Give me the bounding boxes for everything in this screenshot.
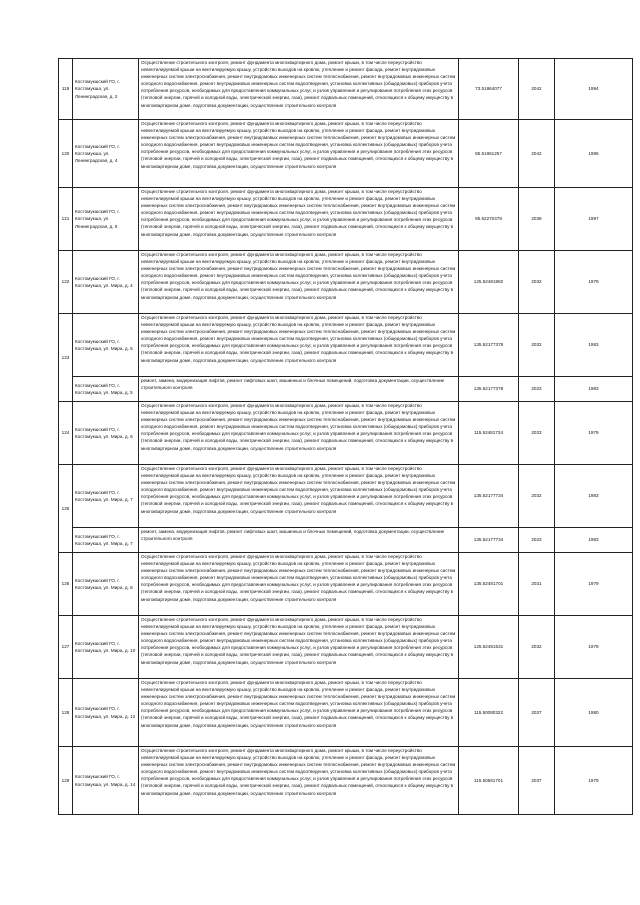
cost-cell: 135.52481701 [459, 553, 519, 616]
cost-cell: 85.51861257 [459, 120, 519, 188]
works-description-cell: ремонт, замена, модернизация лифтов, ремонт лифтовых шахт, машинных и блочных помещений, подготовка документации, осуществление строительного контроля [139, 528, 459, 553]
address-cell: Костомукшский ГО, г. Костомукша, ул. Мира, д. 14 [73, 747, 139, 815]
address-cell: Костомукшский ГО, г. Костомукша, ул. Мира, д. 7 [73, 465, 139, 528]
build-year-cell: 1997 [555, 188, 633, 251]
works-description-cell: ремонт, замена, модернизация лифтов, ремонт лифтовых шахт, машинных и блочных помещений, подготовка документации, осуществление строительного контроля [139, 377, 459, 402]
cost-cell: 135.52177734 [459, 528, 519, 553]
row-number-cell: 126 [59, 553, 73, 616]
planned-year-cell: 2031 [519, 553, 555, 616]
works-description-cell: Осуществление строительного контроля, ремонт фундамента многоквартирного дома, ремонт крыши, в том числе переустройство невентилируемой крыши на вентилируемую крышу, устройство выходов на кровлю, утепление и ремонт фасада, ремонт внутридомовых инженерных систем электроснабжения, ремонт внутридомовых инженерных систем теплоснабжения, ремонт внутридомовых инженерных систем холодного водоснабжения, ремонт внутридомовых инженерных систем водоотведения, установка коллективных (общедомовых) приборов учета потребления ресурсов, необходимых для предоставления коммунальных услуг, и узлов управления и регулирования потребления этих ресурсов (тепловой энергии, горячей и холодной воды, электрической энергии, газа), ремонт подвальных помещений, относящихся к общему имуществу в многоквартирном доме, подготовка документации, осуществление строительного контроля [139, 188, 459, 251]
row-number-cell: 121 [59, 188, 73, 251]
table-row [59, 59, 633, 120]
address-cell: Костомукшский ГО, г. Костомукша, ул. Мира, д. 4 [73, 251, 139, 314]
planned-year-cell: 2032 [519, 251, 555, 314]
table-body [59, 59, 633, 815]
works-description-cell: Осуществление строительного контроля, ремонт фундамента многоквартирного дома, ремонт крыши, в том числе переустройство невентилируемой крыши на вентилируемую крышу, устройство выходов на кровлю, утепление и ремонт фасада, ремонт внутридомовых инженерных систем электроснабжения, ремонт внутридомовых инженерных систем теплоснабжения, ремонт внутридомовых инженерных систем холодного водоснабжения, ремонт внутридомовых инженерных систем водоотведения, установка коллективных (общедомовых) приборов учета потребления ресурсов, необходимых для предоставления коммунальных услуг, и узлов управления и регулирования потребления этих ресурсов (тепловой энергии, горячей и холодной воды, электрической энергии, газа), ремонт подвальных помещений, относящихся к общему имуществу в многоквартирном доме, подготовка документации, осуществление строительного контроля [139, 120, 459, 188]
table-row [59, 679, 633, 747]
works-description-cell: Осуществление строительного контроля, ремонт фундамента многоквартирного дома, ремонт крыши, в том числе переустройство невентилируемой крыши на вентилируемую крышу, устройство выходов на кровлю, утепление и ремонт фасада, ремонт внутридомовых инженерных систем электроснабжения, ремонт внутридомовых инженерных систем теплоснабжения, ремонт внутридомовых инженерных систем холодного водоснабжения, ремонт внутридомовых инженерных систем водоотведения, установка коллективных (общедомовых) приборов учета потребления ресурсов, необходимых для предоставления коммунальных услуг, и узлов управления и регулирования потребления этих ресурсов (тепловой энергии, горячей и холодной воды, электрической энергии, газа), ремонт подвальных помещений, относящихся к общему имуществу в многоквартирном доме, подготовка документации, осуществление строительного контроля [139, 465, 459, 528]
cost-cell: 115.50581701 [459, 747, 519, 815]
planned-year-cell: 2032 [519, 314, 555, 377]
build-year-cell: 1983 [555, 528, 633, 553]
build-year-cell: 1983 [555, 314, 633, 377]
row-number-cell: 127 [59, 616, 73, 679]
build-year-cell: 1983 [555, 465, 633, 528]
table-row [59, 553, 633, 616]
cost-cell: 115.50080322 [459, 679, 519, 747]
address-cell: Костомукшский ГО, г. Костомукша, ул. Ленинградская, д. 6 [73, 188, 139, 251]
planned-year-cell: 2042 [519, 59, 555, 120]
table-row [59, 377, 633, 402]
cost-cell: 135.52177734 [459, 465, 519, 528]
works-description-cell: Осуществление строительного контроля, ремонт фундамента многоквартирного дома, ремонт крыши, в том числе переустройство невентилируемой крыши на вентилируемую крышу, устройство выходов на кровлю, утепление и ремонт фасада, ремонт внутридомовых инженерных систем электроснабжения, ремонт внутридомовых инженерных систем теплоснабжения, ремонт внутридомовых инженерных систем холодного водоснабжения, ремонт внутридомовых инженерных систем водоотведения, установка коллективных (общедомовых) приборов учета потребления ресурсов, необходимых для предоставления коммунальных услуг, и узлов управления и регулирования потребления этих ресурсов (тепловой энергии, горячей и холодной воды, электрической энергии, газа), ремонт подвальных помещений, относящихся к общему имуществу в многоквартирном доме, подготовка документации, осуществление строительного контроля [139, 616, 459, 679]
planned-year-cell: 2038 [519, 188, 555, 251]
cost-cell: 95.52270478 [459, 188, 519, 251]
row-number-cell: 125 [59, 465, 73, 553]
table-row [59, 747, 633, 815]
work-schedule-table [58, 58, 633, 815]
row-number-cell: 129 [59, 747, 73, 815]
row-number-cell: 122 [59, 251, 73, 314]
address-cell: Костомукшский ГО, г. Костомукша, ул. Мира, д. 6 [73, 402, 139, 465]
build-year-cell: 1983 [555, 377, 633, 402]
build-year-cell: 1979 [555, 251, 633, 314]
address-cell: Костомукшский ГО, г. Костомукша, ул. Мира, д. 10 [73, 616, 139, 679]
row-number-cell: 124 [59, 402, 73, 465]
table-row [59, 616, 633, 679]
address-cell: Костомукшский ГО, г. Костомукша, ул. Мира, д. 8 [73, 553, 139, 616]
planned-year-cell: 2037 [519, 747, 555, 815]
cost-cell: 135.52177378 [459, 314, 519, 377]
row-number-cell: 128 [59, 679, 73, 747]
cost-cell: 135.52177378 [459, 377, 519, 402]
planned-year-cell: 2032 [519, 616, 555, 679]
planned-year-cell: 2037 [519, 679, 555, 747]
build-year-cell: 1979 [555, 402, 633, 465]
cost-cell: 125.52481531 [459, 616, 519, 679]
build-year-cell: 1979 [555, 553, 633, 616]
table-row [59, 314, 633, 377]
planned-year-cell: 2023 [519, 528, 555, 553]
works-description-cell: Осуществление строительного контроля, ремонт фундамента многоквартирного дома, ремонт крыши, в том числе переустройство невентилируемой крыши на вентилируемую крышу, устройство выходов на кровлю, утепление и ремонт фасада, ремонт внутридомовых инженерных систем электроснабжения, ремонт внутридомовых инженерных систем теплоснабжения, ремонт внутридомовых инженерных систем холодного водоснабжения, ремонт внутридомовых инженерных систем водоотведения, установка коллективных (общедомовых) приборов учета потребления ресурсов, необходимых для предоставления коммунальных услуг, и узлов управления и регулирования потребления этих ресурсов (тепловой энергии, горячей и холодной воды, электрической энергии, газа), ремонт подвальных помещений, относящихся к общему имуществу в многоквартирном доме, подготовка документации, осуществление строительного контроля [139, 402, 459, 465]
address-cell: Костомукшский ГО, г. Костомукша, ул. Мира, д. 5 [73, 377, 139, 402]
table-row [59, 465, 633, 528]
cost-cell: 125.52481882 [459, 251, 519, 314]
address-cell: Костомукшский ГО, г. Костомукша, ул. Мира, д. 12 [73, 679, 139, 747]
works-description-cell: Осуществление строительного контроля, ремонт фундамента многоквартирного дома, ремонт крыши, в том числе переустройство невентилируемой крыши на вентилируемую крышу, устройство выходов на кровлю, утепление и ремонт фасада, ремонт внутридомовых инженерных систем электроснабжения, ремонт внутридомовых инженерных систем теплоснабжения, ремонт внутридомовых инженерных систем холодного водоснабжения, ремонт внутридомовых инженерных систем водоотведения, установка коллективных (общедомовых) приборов учета потребления ресурсов, необходимых для предоставления коммунальных услуг, и узлов управления и регулирования потребления этих ресурсов (тепловой энергии, горячей и холодной воды, электрической энергии, газа), ремонт подвальных помещений, относящихся к общему имуществу в многоквартирном доме, подготовка документации, осуществление строительного контроля [139, 314, 459, 377]
address-cell: Костомукшский ГО, г. Костомукша, ул. Мира, д. 5 [73, 314, 139, 377]
table-row [59, 188, 633, 251]
planned-year-cell: 2032 [519, 465, 555, 528]
planned-year-cell: 2033 [519, 402, 555, 465]
build-year-cell: 1980 [555, 679, 633, 747]
build-year-cell: 1979 [555, 616, 633, 679]
table-row [59, 251, 633, 314]
address-cell: Костомукшский ГО, г. Костомукша, ул. Мира, д. 7 [73, 528, 139, 553]
build-year-cell: 1994 [555, 59, 633, 120]
build-year-cell: 1979 [555, 747, 633, 815]
works-description-cell: Осуществление строительного контроля, ремонт фундамента многоквартирного дома, ремонт крыши, в том числе переустройство невентилируемой крыши на вентилируемую крышу, устройство выходов на кровлю, утепление и ремонт фасада, ремонт внутридомовых инженерных систем электроснабжения, ремонт внутридомовых инженерных систем теплоснабжения, ремонт внутридомовых инженерных систем холодного водоснабжения, ремонт внутридомовых инженерных систем водоотведения, установка коллективных (общедомовых) приборов учета потребления ресурсов, необходимых для предоставления коммунальных услуг, и узлов управления и регулирования потребления этих ресурсов (тепловой энергии, горячей и холодной воды, электрической энергии, газа), ремонт подвальных помещений, относящихся к общему имуществу в многоквартирном доме, подготовка документации, осуществление строительного контроля [139, 679, 459, 747]
table-row [59, 402, 633, 465]
cost-cell: 115.52481734 [459, 402, 519, 465]
cost-cell: 73.51864077 [459, 59, 519, 120]
address-cell: Костомукшский ГО, г. Костомукша, ул. Ленинградская, д. 2 [73, 59, 139, 120]
row-number-cell: 119 [59, 59, 73, 120]
row-number-cell: 123 [59, 314, 73, 402]
build-year-cell: 1995 [555, 120, 633, 188]
works-description-cell: Осуществление строительного контроля, ремонт фундамента многоквартирного дома, ремонт крыши, в том числе переустройство невентилируемой крыши на вентилируемую крышу, устройство выходов на кровлю, утепление и ремонт фасада, ремонт внутридомовых инженерных систем электроснабжения, ремонт внутридомовых инженерных систем теплоснабжения, ремонт внутридомовых инженерных систем холодного водоснабжения, ремонт внутридомовых инженерных систем водоотведения, установка коллективных (общедомовых) приборов учета потребления ресурсов, необходимых для предоставления коммунальных услуг, и узлов управления и регулирования потребления этих ресурсов (тепловой энергии, горячей и холодной воды, электрической энергии, газа), ремонт подвальных помещений, относящихся к общему имуществу в многоквартирном доме, подготовка документации, осуществление строительного контроля [139, 553, 459, 616]
works-description-cell: Осуществление строительного контроля, ремонт фундамента многоквартирного дома, ремонт крыши, в том числе переустройство невентилируемой крыши на вентилируемую крышу, устройство выходов на кровлю, утепление и ремонт фасада, ремонт внутридомовых инженерных систем электроснабжения, ремонт внутридомовых инженерных систем теплоснабжения, ремонт внутридомовых инженерных систем холодного водоснабжения, ремонт внутридомовых инженерных систем водоотведения, установка коллективных (общедомовых) приборов учета потребления ресурсов, необходимых для предоставления коммунальных услуг, и узлов управления и регулирования потребления этих ресурсов (тепловой энергии, горячей и холодной воды, электрической энергии, газа), ремонт подвальных помещений, относящихся к общему имуществу в многоквартирном доме, подготовка документации, осуществление строительного контроля [139, 59, 459, 120]
table-row [59, 528, 633, 553]
table-row [59, 120, 633, 188]
planned-year-cell: 2042 [519, 120, 555, 188]
row-number-cell: 120 [59, 120, 73, 188]
address-cell: Костомукшский ГО, г. Костомукша, ул. Ленинградская, д. 4 [73, 120, 139, 188]
works-description-cell: Осуществление строительного контроля, ремонт фундамента многоквартирного дома, ремонт крыши, в том числе переустройство невентилируемой крыши на вентилируемую крышу, устройство выходов на кровлю, утепление и ремонт фасада, ремонт внутридомовых инженерных систем электроснабжения, ремонт внутридомовых инженерных систем теплоснабжения, ремонт внутридомовых инженерных систем холодного водоснабжения, ремонт внутридомовых инженерных систем водоотведения, установка коллективных (общедомовых) приборов учета потребления ресурсов, необходимых для предоставления коммунальных услуг, и узлов управления и регулирования потребления этих ресурсов (тепловой энергии, горячей и холодной воды, электрической энергии, газа), ремонт подвальных помещений, относящихся к общему имуществу в многоквартирном доме, подготовка документации, осуществление строительного контроля [139, 747, 459, 815]
planned-year-cell: 2023 [519, 377, 555, 402]
works-description-cell: Осуществление строительного контроля, ремонт фундамента многоквартирного дома, ремонт крыши, в том числе переустройство невентилируемой крыши на вентилируемую крышу, устройство выходов на кровлю, утепление и ремонт фасада, ремонт внутридомовых инженерных систем электроснабжения, ремонт внутридомовых инженерных систем теплоснабжения, ремонт внутридомовых инженерных систем холодного водоснабжения, ремонт внутридомовых инженерных систем водоотведения, установка коллективных (общедомовых) приборов учета потребления ресурсов, необходимых для предоставления коммунальных услуг, и узлов управления и регулирования потребления этих ресурсов (тепловой энергии, горячей и холодной воды, электрической энергии, газа), ремонт подвальных помещений, относящихся к общему имуществу в многоквартирном доме, подготовка документации, осуществление строительного контроля [139, 251, 459, 314]
